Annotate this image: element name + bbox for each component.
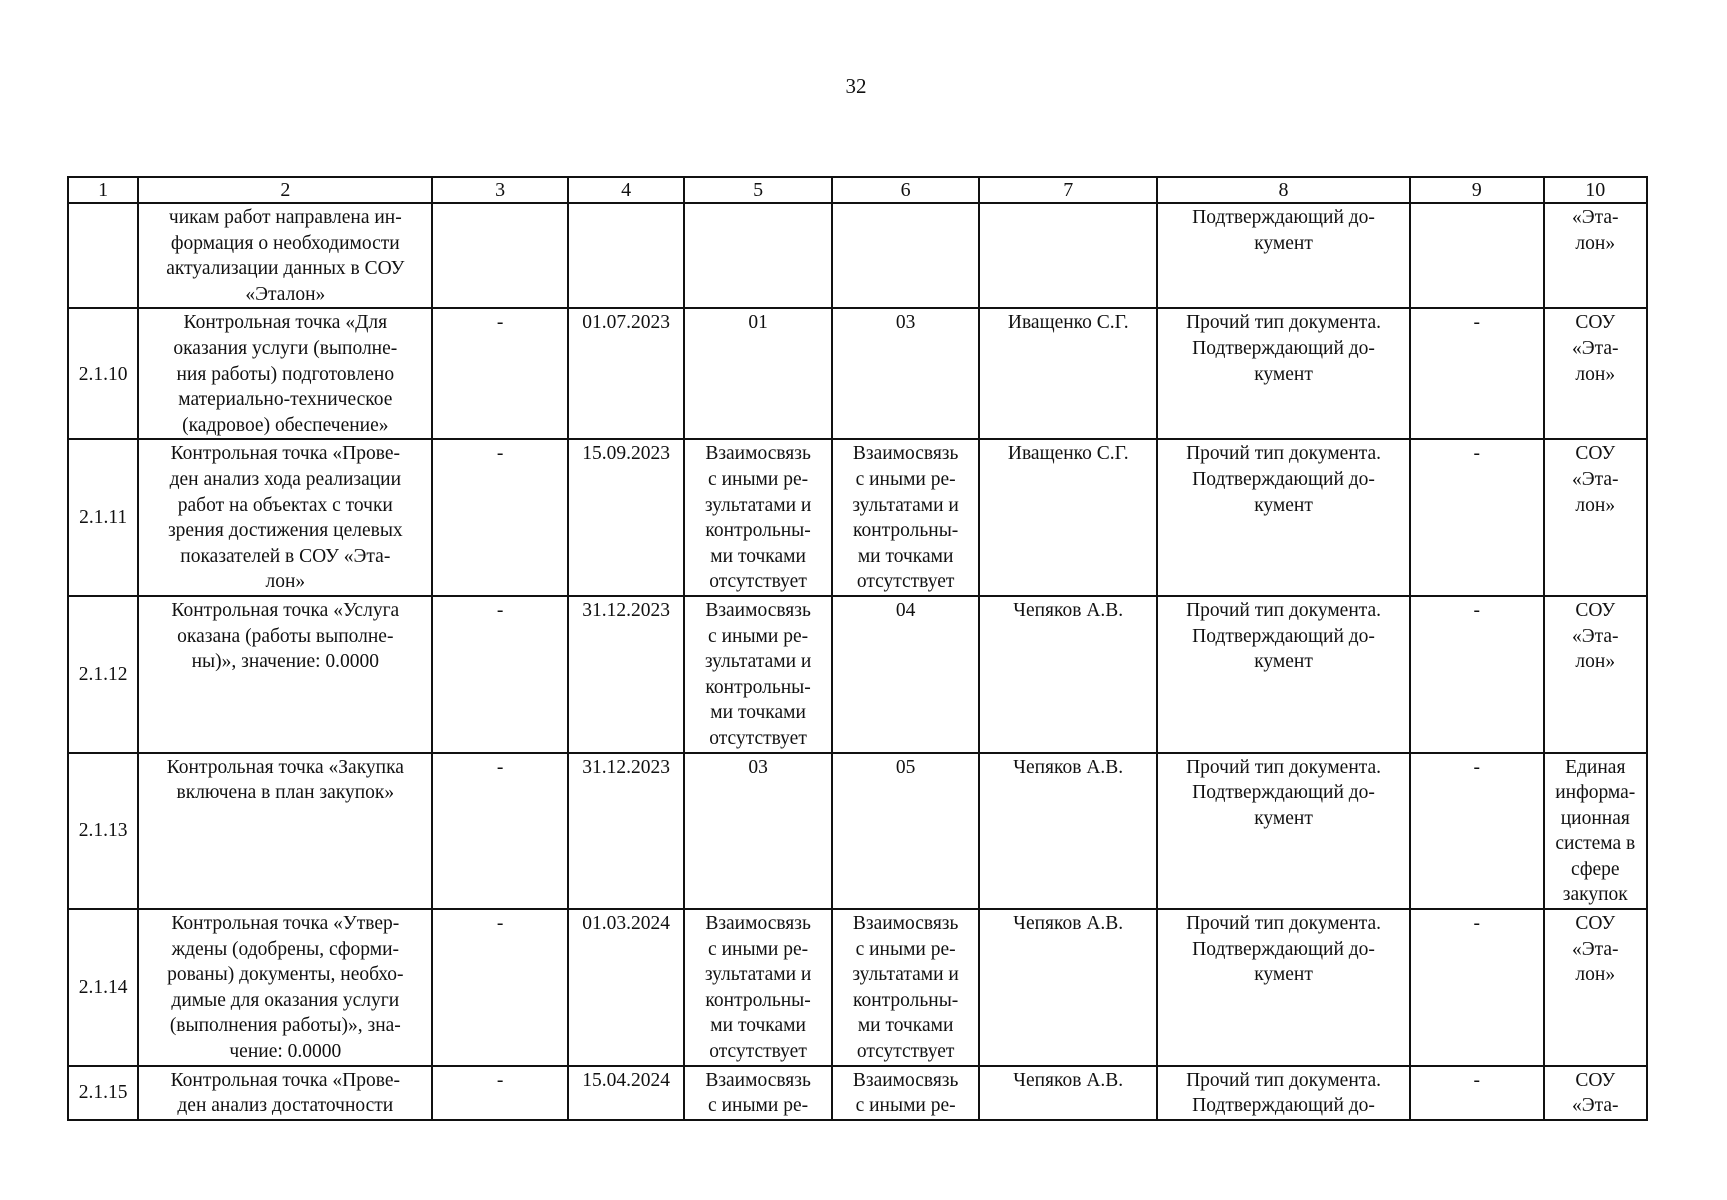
- description-cell: [138, 203, 432, 308]
- date-cell: [568, 439, 684, 596]
- column-6-cell: [832, 308, 980, 439]
- responsible-cell: [979, 753, 1157, 910]
- row-number: 2.1.10: [78, 363, 128, 385]
- row-date: 01.03.2024: [582, 913, 670, 935]
- date-cell: [568, 203, 684, 308]
- column-9-cell: [1410, 909, 1544, 1066]
- information-system: СОУ «Эта- лон»: [1571, 312, 1619, 385]
- table-row: [68, 753, 1647, 910]
- row-number: 2.1.12: [78, 663, 128, 685]
- column-header: 3: [432, 177, 568, 203]
- date-cell: [568, 909, 684, 1066]
- column-6-cell: [832, 439, 980, 596]
- document-type: Прочий тип документа. Подтверждающий до- кумент: [1186, 599, 1382, 673]
- column-9-cell: [1410, 596, 1544, 753]
- date-cell: [568, 1066, 684, 1120]
- table-row: [68, 909, 1647, 1066]
- responsible-cell: [979, 439, 1157, 596]
- row-description: Контрольная точка «Утвер- ждены (одобрены, сформи- рованы) документы, необхо- димые для оказания услуги (выполнения работы)», зна- чение: 0.0000: [167, 913, 404, 1063]
- column-6-value: Взаимосвязь с иными ре-: [852, 1069, 959, 1117]
- column-5-cell: [684, 1066, 832, 1120]
- column-5-value: 01: [748, 312, 768, 334]
- row-number: 2.1.14: [78, 977, 128, 999]
- row-number-cell: [68, 753, 138, 910]
- responsible-person: Чепяков А.В.: [1013, 599, 1124, 621]
- system-cell: [1544, 308, 1647, 439]
- column-9-value: -: [1473, 312, 1481, 334]
- column-5-cell: [684, 203, 832, 308]
- column-3-cell: [432, 308, 568, 439]
- description-cell: [138, 308, 432, 439]
- information-system: «Эта- лон»: [1571, 207, 1619, 254]
- column-6-cell: [832, 203, 980, 308]
- row-number-cell: [68, 203, 138, 308]
- document-type-cell: [1157, 439, 1410, 596]
- control-points-table: [67, 176, 1648, 1121]
- table-header-row: [68, 177, 1647, 203]
- row-number-cell: [68, 596, 138, 753]
- document-type-cell: [1157, 308, 1410, 439]
- document-type-cell: [1157, 596, 1410, 753]
- responsible-person: Чепяков А.В.: [1013, 1069, 1124, 1091]
- system-cell: [1544, 439, 1647, 596]
- column-3-cell: [432, 596, 568, 753]
- row-date: 15.04.2024: [582, 1069, 670, 1091]
- document-type: Прочий тип документа. Подтверждающий до- кумент: [1186, 756, 1382, 829]
- information-system: СОУ «Эта- лон»: [1571, 443, 1619, 516]
- responsible-cell: [979, 308, 1157, 439]
- document-type: Подтверждающий до- кумент: [1192, 207, 1375, 254]
- document-type: Прочий тип документа. Подтверждающий до- кумент: [1186, 312, 1382, 385]
- row-number-cell: [68, 909, 138, 1066]
- responsible-cell: [979, 596, 1157, 753]
- column-5-cell: [684, 909, 832, 1066]
- row-number-cell: [68, 439, 138, 596]
- row-number: 2.1.11: [79, 507, 128, 529]
- document-type-cell: [1157, 1066, 1410, 1120]
- document-type-cell: [1157, 909, 1410, 1066]
- column-6-cell: [832, 596, 980, 753]
- column-header: 5: [684, 177, 832, 203]
- date-cell: [568, 596, 684, 753]
- column-9-cell: [1410, 1066, 1544, 1120]
- column-header: 10: [1544, 177, 1647, 203]
- row-date: 01.07.2023: [582, 312, 670, 334]
- table-row: [68, 308, 1647, 439]
- column-3-value: -: [496, 599, 504, 621]
- column-9-value: -: [1473, 756, 1481, 778]
- column-5-value: Взаимосвязь с иными ре- зультатами и контрольны- ми точками отсутствует: [704, 913, 812, 1063]
- document-type: Прочий тип документа. Подтверждающий до- кумент: [1186, 913, 1382, 986]
- responsible-person: Иващенко С.Г.: [1007, 312, 1129, 334]
- document-type-cell: [1157, 203, 1410, 308]
- column-3-cell: [432, 1066, 568, 1120]
- responsible-cell: [979, 909, 1157, 1066]
- column-5-cell: [684, 308, 832, 439]
- column-6-value: 05: [895, 756, 916, 778]
- column-6-value: Взаимосвязь с иными ре- зультатами и контрольны- ми точками отсутствует: [852, 913, 959, 1063]
- column-3-value: -: [496, 443, 504, 465]
- description-cell: [138, 1066, 432, 1120]
- column-6-value: 04: [895, 599, 916, 621]
- system-cell: [1544, 1066, 1647, 1120]
- column-3-value: -: [496, 913, 504, 935]
- system-cell: [1544, 909, 1647, 1066]
- column-header: 8: [1157, 177, 1410, 203]
- column-header: 7: [979, 177, 1157, 203]
- row-description: Контрольная точка «Прове- ден анализ хода реализации работ на объектах с точки зрения достижения целевых показателей в СОУ «Эта- лон»: [167, 443, 403, 593]
- column-5-cell: [684, 596, 832, 753]
- row-number-cell: [68, 308, 138, 439]
- column-6-value: 03: [895, 312, 916, 334]
- column-6-cell: [832, 1066, 980, 1120]
- column-9-value: -: [1473, 1069, 1481, 1091]
- column-3-cell: [432, 203, 568, 308]
- system-cell: [1544, 596, 1647, 753]
- table-row: [68, 596, 1647, 753]
- column-header: 6: [832, 177, 980, 203]
- date-cell: [568, 308, 684, 439]
- column-9-cell: [1410, 753, 1544, 910]
- system-cell: [1544, 203, 1647, 308]
- column-3-value: -: [496, 756, 504, 778]
- column-3-cell: [432, 439, 568, 596]
- column-9-value: -: [1473, 443, 1481, 465]
- information-system: СОУ «Эта- лон»: [1571, 599, 1619, 673]
- column-9-value: -: [1473, 599, 1481, 621]
- row-number-cell: [68, 1066, 138, 1120]
- column-5-value: 03: [748, 756, 768, 778]
- table-row: [68, 439, 1647, 596]
- column-9-cell: [1410, 439, 1544, 596]
- row-number: 2.1.13: [78, 820, 128, 842]
- column-header: 2: [138, 177, 432, 203]
- description-cell: [138, 909, 432, 1066]
- column-9-value: -: [1473, 913, 1481, 935]
- document-type-cell: [1157, 753, 1410, 910]
- date-cell: [568, 753, 684, 910]
- column-3-value: -: [496, 1069, 504, 1091]
- row-date: 31.12.2023: [582, 599, 670, 621]
- document-type: Прочий тип документа. Подтверждающий до- кумент: [1186, 443, 1382, 516]
- row-date: 15.09.2023: [582, 443, 670, 465]
- information-system: СОУ «Эта-: [1571, 1069, 1619, 1117]
- column-header: 4: [568, 177, 684, 203]
- row-description: Контрольная точка «Для оказания услуги (выполне- ния работы) подготовлено материально-техническое (кадровое) обеспечение»: [173, 312, 398, 436]
- column-5-value: Взаимосвязь с иными ре-: [705, 1069, 811, 1117]
- column-9-cell: [1410, 203, 1544, 308]
- responsible-person: Чепяков А.В.: [1013, 913, 1124, 935]
- row-date: 31.12.2023: [582, 756, 670, 778]
- description-cell: [138, 439, 432, 596]
- column-6-cell: [832, 753, 980, 910]
- responsible-cell: [979, 1066, 1157, 1120]
- column-6-cell: [832, 909, 980, 1066]
- system-cell: [1544, 753, 1647, 910]
- information-system: СОУ «Эта- лон»: [1571, 913, 1619, 986]
- column-header: 1: [68, 177, 138, 203]
- column-9-cell: [1410, 308, 1544, 439]
- row-description: Контрольная точка «Закупка включена в план закупок»: [166, 756, 404, 804]
- column-3-cell: [432, 753, 568, 910]
- description-cell: [138, 596, 432, 753]
- column-5-value: Взаимосвязь с иными ре- зультатами и контрольны- ми точками отсутствует: [704, 599, 812, 749]
- row-description: чикам работ направлена ин- формация о необходимости актуализации данных в СОУ «Эталон»: [166, 207, 405, 305]
- column-3-cell: [432, 909, 568, 1066]
- row-number: 2.1.15: [78, 1082, 128, 1104]
- table-row: [68, 1066, 1647, 1120]
- column-5-value: Взаимосвязь с иными ре- зультатами и контрольны- ми точками отсутствует: [704, 443, 812, 593]
- document-type: Прочий тип документа. Подтверждающий до-: [1186, 1069, 1382, 1117]
- page-number: 32: [845, 74, 867, 98]
- column-6-value: Взаимосвязь с иными ре- зультатами и контрольны- ми точками отсутствует: [852, 443, 959, 593]
- responsible-cell: [979, 203, 1157, 308]
- column-3-value: -: [496, 312, 504, 334]
- table-row: [68, 203, 1647, 308]
- column-5-cell: [684, 753, 832, 910]
- description-cell: [138, 753, 432, 910]
- responsible-person: Иващенко С.Г.: [1007, 443, 1129, 465]
- information-system: Единая информа- ционная система в сфере закупок: [1555, 756, 1636, 906]
- column-5-cell: [684, 439, 832, 596]
- row-description: Контрольная точка «Услуга оказана (работы выполне- ны)», значение: 0.0000: [171, 599, 400, 673]
- column-header: 9: [1410, 177, 1544, 203]
- row-description: Контрольная точка «Прове- ден анализ достаточности: [170, 1069, 401, 1117]
- responsible-person: Чепяков А.В.: [1013, 756, 1124, 778]
